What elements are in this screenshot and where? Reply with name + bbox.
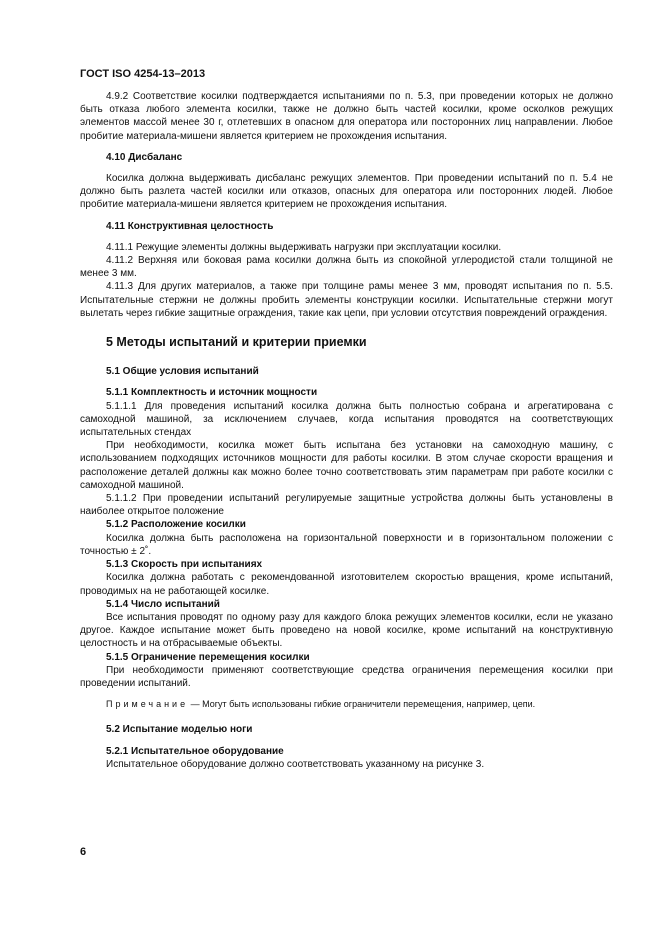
paragraph-5-1-1-1: 5.1.1.1 Для проведения испытаний косилка должна быть полностью собрана и агрегатирована с самоходной машиной, за исключением случаев, когда испытания проводятся на соответствующих испытательных стендах — [80, 400, 613, 439]
heading-5-1-3: 5.1.3 Скорость при испытаниях — [106, 559, 263, 571]
heading-5-1-1: 5.1.1 Комплектность и источник мощности — [106, 387, 318, 399]
paragraph-5-1-4: Все испытания проводят по одному разу для каждого блока режущих элементов косилки, если не указано другое. Каждое испытание может быть проведено на новой косилке, кроме испытаний на конструктивную целостность и на отбрасываемые объекты. — [80, 611, 613, 650]
paragraph-4-11-1: 4.11.1 Режущие элементы должны выдерживать нагрузки при эксплуатации косилки. — [106, 241, 502, 253]
paragraph-4-10: Косилка должна выдерживать дисбаланс режущих элементов. При проведении испытаний по п. 5.4 не должно быть разлета частей косилки или отказов, опасных для оператора или посторонних людей. Любое пробитие материала-мишени является критерием не прохождения испытания. — [80, 173, 613, 211]
heading-5-1-5: 5.1.5 Ограничение перемещения косилки — [106, 651, 310, 663]
note-text: — Могут быть использованы гибкие ограничители перемещения, например, цепи. — [188, 699, 536, 710]
paragraph-4-9-2: 4.9.2 Соответствие косилки подтверждается испытаниями по п. 5.3, при проведении которых не должно быть отказа любого элемента косилки, также не должно быть частей косилки, кроме осколков режущих элементов массой менее 30 г, отлетевших в опасном для оператора или посторонних лиц направлении. Любое пробитие материала-мишени является критерием не прохождения испытания. — [80, 91, 613, 142]
section-5-heading: 5 Методы испытаний и критерии приемки — [106, 335, 367, 350]
paragraph-5-1-2: Косилка должна быть расположена на горизонтальной поверхности и в горизонтальном положении с точностью ± 2˚. — [80, 532, 613, 557]
heading-5-1-2: 5.1.2 Расположение косилки — [106, 519, 246, 531]
page-number: 6 — [80, 846, 87, 858]
note — [80, 698, 613, 711]
heading-4-11: 4.11 Конструктивная целостность — [106, 220, 274, 232]
document-header: ГОСТ ISO 4254-13–2013 — [80, 68, 206, 80]
paragraph-5-2-1: Испытательное оборудование должно соответствовать указанному на рисунке 3. — [106, 758, 485, 770]
heading-5-1-4: 5.1.4 Число испытаний — [106, 598, 220, 610]
paragraph-5-1-1-1-b: При необходимости, косилка может быть испытана без установки на самоходную машину, с использованием подходящих источников мощности для работы косилки. В этом случае скорости вращения и расположение деталей должны как можно более точно соответствовать этим параметрам при работе косилки с самоходной машиной. — [80, 440, 613, 491]
document-body — [80, 90, 613, 771]
paragraph-5-1-5: При необходимости применяют соответствующие средства ограничения перемещения косилки при проведении испытаний. — [80, 664, 613, 689]
heading-5-2-1: 5.2.1 Испытательное оборудование — [106, 745, 284, 757]
paragraph-5-1-3: Косилка должна работать с рекомендованной изготовителем скоростью вращения, кроме испытаний, проводимых на не работающей косилке. — [80, 572, 613, 597]
paragraph-4-11-3: 4.11.3 Для других материалов, а также при толщине рамы менее 3 мм, проводят испытания по п. 5.5. Испытательные стержни не должны пробить элементы конструкции косилки. Испытательные стержни могут вылетать через гибкие защитные ограждения, такие как цепи, при условии отсутствия повреждений ограждения. — [80, 281, 613, 319]
note-label: Примечание — [106, 699, 189, 710]
heading-5-1: 5.1 Общие условия испытаний — [106, 366, 259, 378]
paragraph-4-11-2: 4.11.2 Верхняя или боковая рама косилки должна быть из спокойной углеродистой стали толщиной не менее 3 мм. — [80, 255, 613, 280]
paragraph-5-1-1-2: 5.1.1.2 При проведении испытаний регулируемые защитные устройства должны быть установлены в наиболее открытое положение — [80, 493, 613, 518]
heading-5-2: 5.2 Испытание моделью ноги — [106, 724, 253, 736]
heading-4-10: 4.10 Дисбаланс — [106, 151, 183, 163]
